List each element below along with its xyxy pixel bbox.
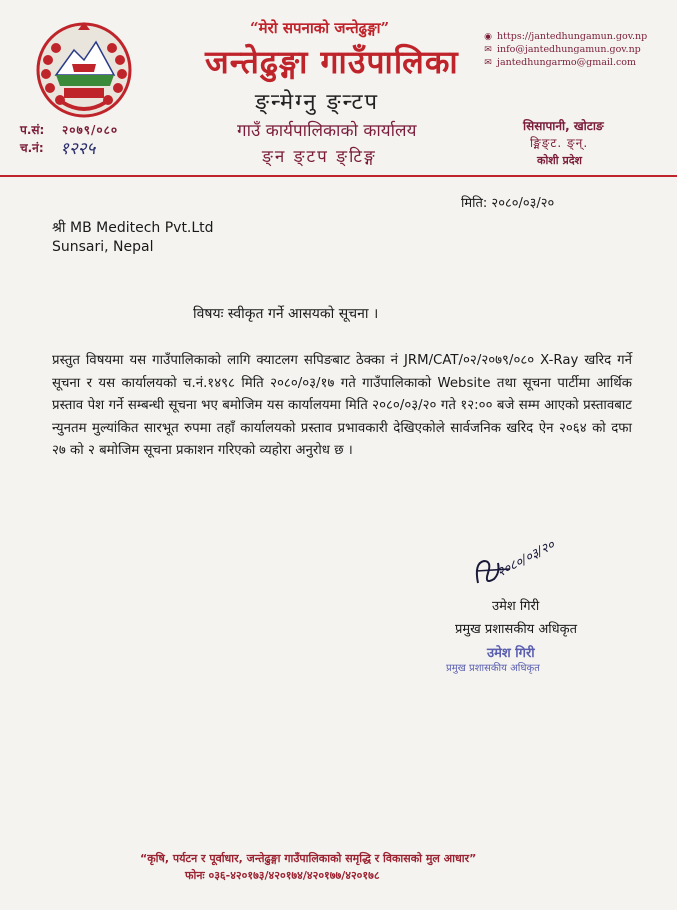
organization-title: जन्तेढुङ्गा गाउँपालिका — [205, 43, 459, 81]
dispatch-label: च.नं: — [20, 141, 44, 155]
contact-email-info-text: info@jantedhungamun.gov.np — [497, 44, 641, 55]
dispatch-value: १२२५ — [60, 139, 96, 159]
signer-title: प्रमुख प्रशासकीय अधिकृत — [455, 622, 578, 637]
reference-label: प.सं: — [20, 123, 45, 137]
organization-title-script: ङ्न्मेग्नु ङ्न्टप — [255, 90, 380, 115]
contact-email-gmail-text: jantedhungarmo@gmail.com — [497, 57, 637, 68]
recipient-name: श्री MB Meditech Pvt.Ltd — [52, 220, 214, 236]
recipient-address: Sunsari, Nepal — [52, 239, 154, 255]
stamp-name: उमेश गिरी — [487, 646, 535, 661]
signer-name: उमेश गिरी — [492, 599, 540, 614]
stamp-title: प्रमुख प्रशासकीय अधिकृत — [446, 663, 540, 674]
letter-date: मिति: २०८०/०३/२० — [461, 196, 555, 211]
letter-body-paragraph: प्रस्तुत विषयमा यस गाउँपालिकाको लागि क्याटलग सपिङबाट ठेक्का नं JRM/CAT/०२/२०७९/०८० X-Ray खरिद गर्ने सूचना र यस कार्यालयको च.नं.१४९८ मिति २०८०/०३/१७ गते गाउँपालिकाको Website तथा सूचना पार्टीमा आर्थिक प्रस्ताव पेश गर्ने सम्बन्धी सूचना भए बमोजिम यस कार्यालयमा मिति २०८०/०३/२० गते १२:०० बजे सम्म आएको प्रस्तावबाट न्युनतम मुल्यांकित सारभूत रुपमा तहाँ कार्यालयको प्रस्ताव प्रभावकारी देखिएकोले सार्वजनिक खरिद ऐन २०६४ को दफा २७ को २ बमोजिम सूचना प्रकाशन गरिएको व्यहोरा अनुरोध छ । — [52, 353, 633, 459]
mail-icon: ✉ — [484, 44, 492, 55]
footer-slogan: “कृषि, पर्यटन र पूर्वाधार, जन्तेढुङ्गा गाउँपालिकाको समृद्धि र विकासको मुल आधार” — [140, 852, 477, 865]
nepal-emblem-logo — [34, 20, 134, 118]
contact-email-info[interactable] — [483, 44, 641, 55]
office-title: गाउँ कार्यपालिकाको कार्यालय — [237, 121, 417, 141]
handwritten-signature — [470, 533, 600, 593]
address-line-2: ङ्मिङ्ट. ङ्न्. — [530, 136, 589, 150]
address-line-3: कोशी प्रदेश — [537, 154, 583, 167]
contact-email-gmail[interactable] — [483, 57, 636, 68]
motto: “मेरो सपनाको जन्तेढुङ्गा” — [250, 19, 390, 37]
contact-website[interactable] — [483, 31, 647, 42]
mail-icon: ✉ — [484, 57, 492, 68]
header-divider — [0, 175, 677, 177]
globe-icon: ◉ — [484, 31, 492, 42]
letter-body — [52, 350, 632, 463]
footer-phone: फोनः ०३६-४२०१७३/४२०१७४/४२०१७७/४२०१७८ — [185, 869, 380, 882]
contact-website-text: https://jantedhungamun.gov.np — [497, 31, 648, 42]
signature-date: २०८०/०३/२० — [494, 537, 558, 581]
address-line-1: सिसापानी, खोटाङ — [523, 119, 604, 133]
reference-value: २०७९/०८० — [62, 123, 119, 137]
letter-subject: विषयः स्वीकृत गर्ने आसयको सूचना । — [193, 306, 379, 322]
office-title-script: ङ्न ङ्टप ङ्टिङ्ग — [262, 147, 377, 167]
